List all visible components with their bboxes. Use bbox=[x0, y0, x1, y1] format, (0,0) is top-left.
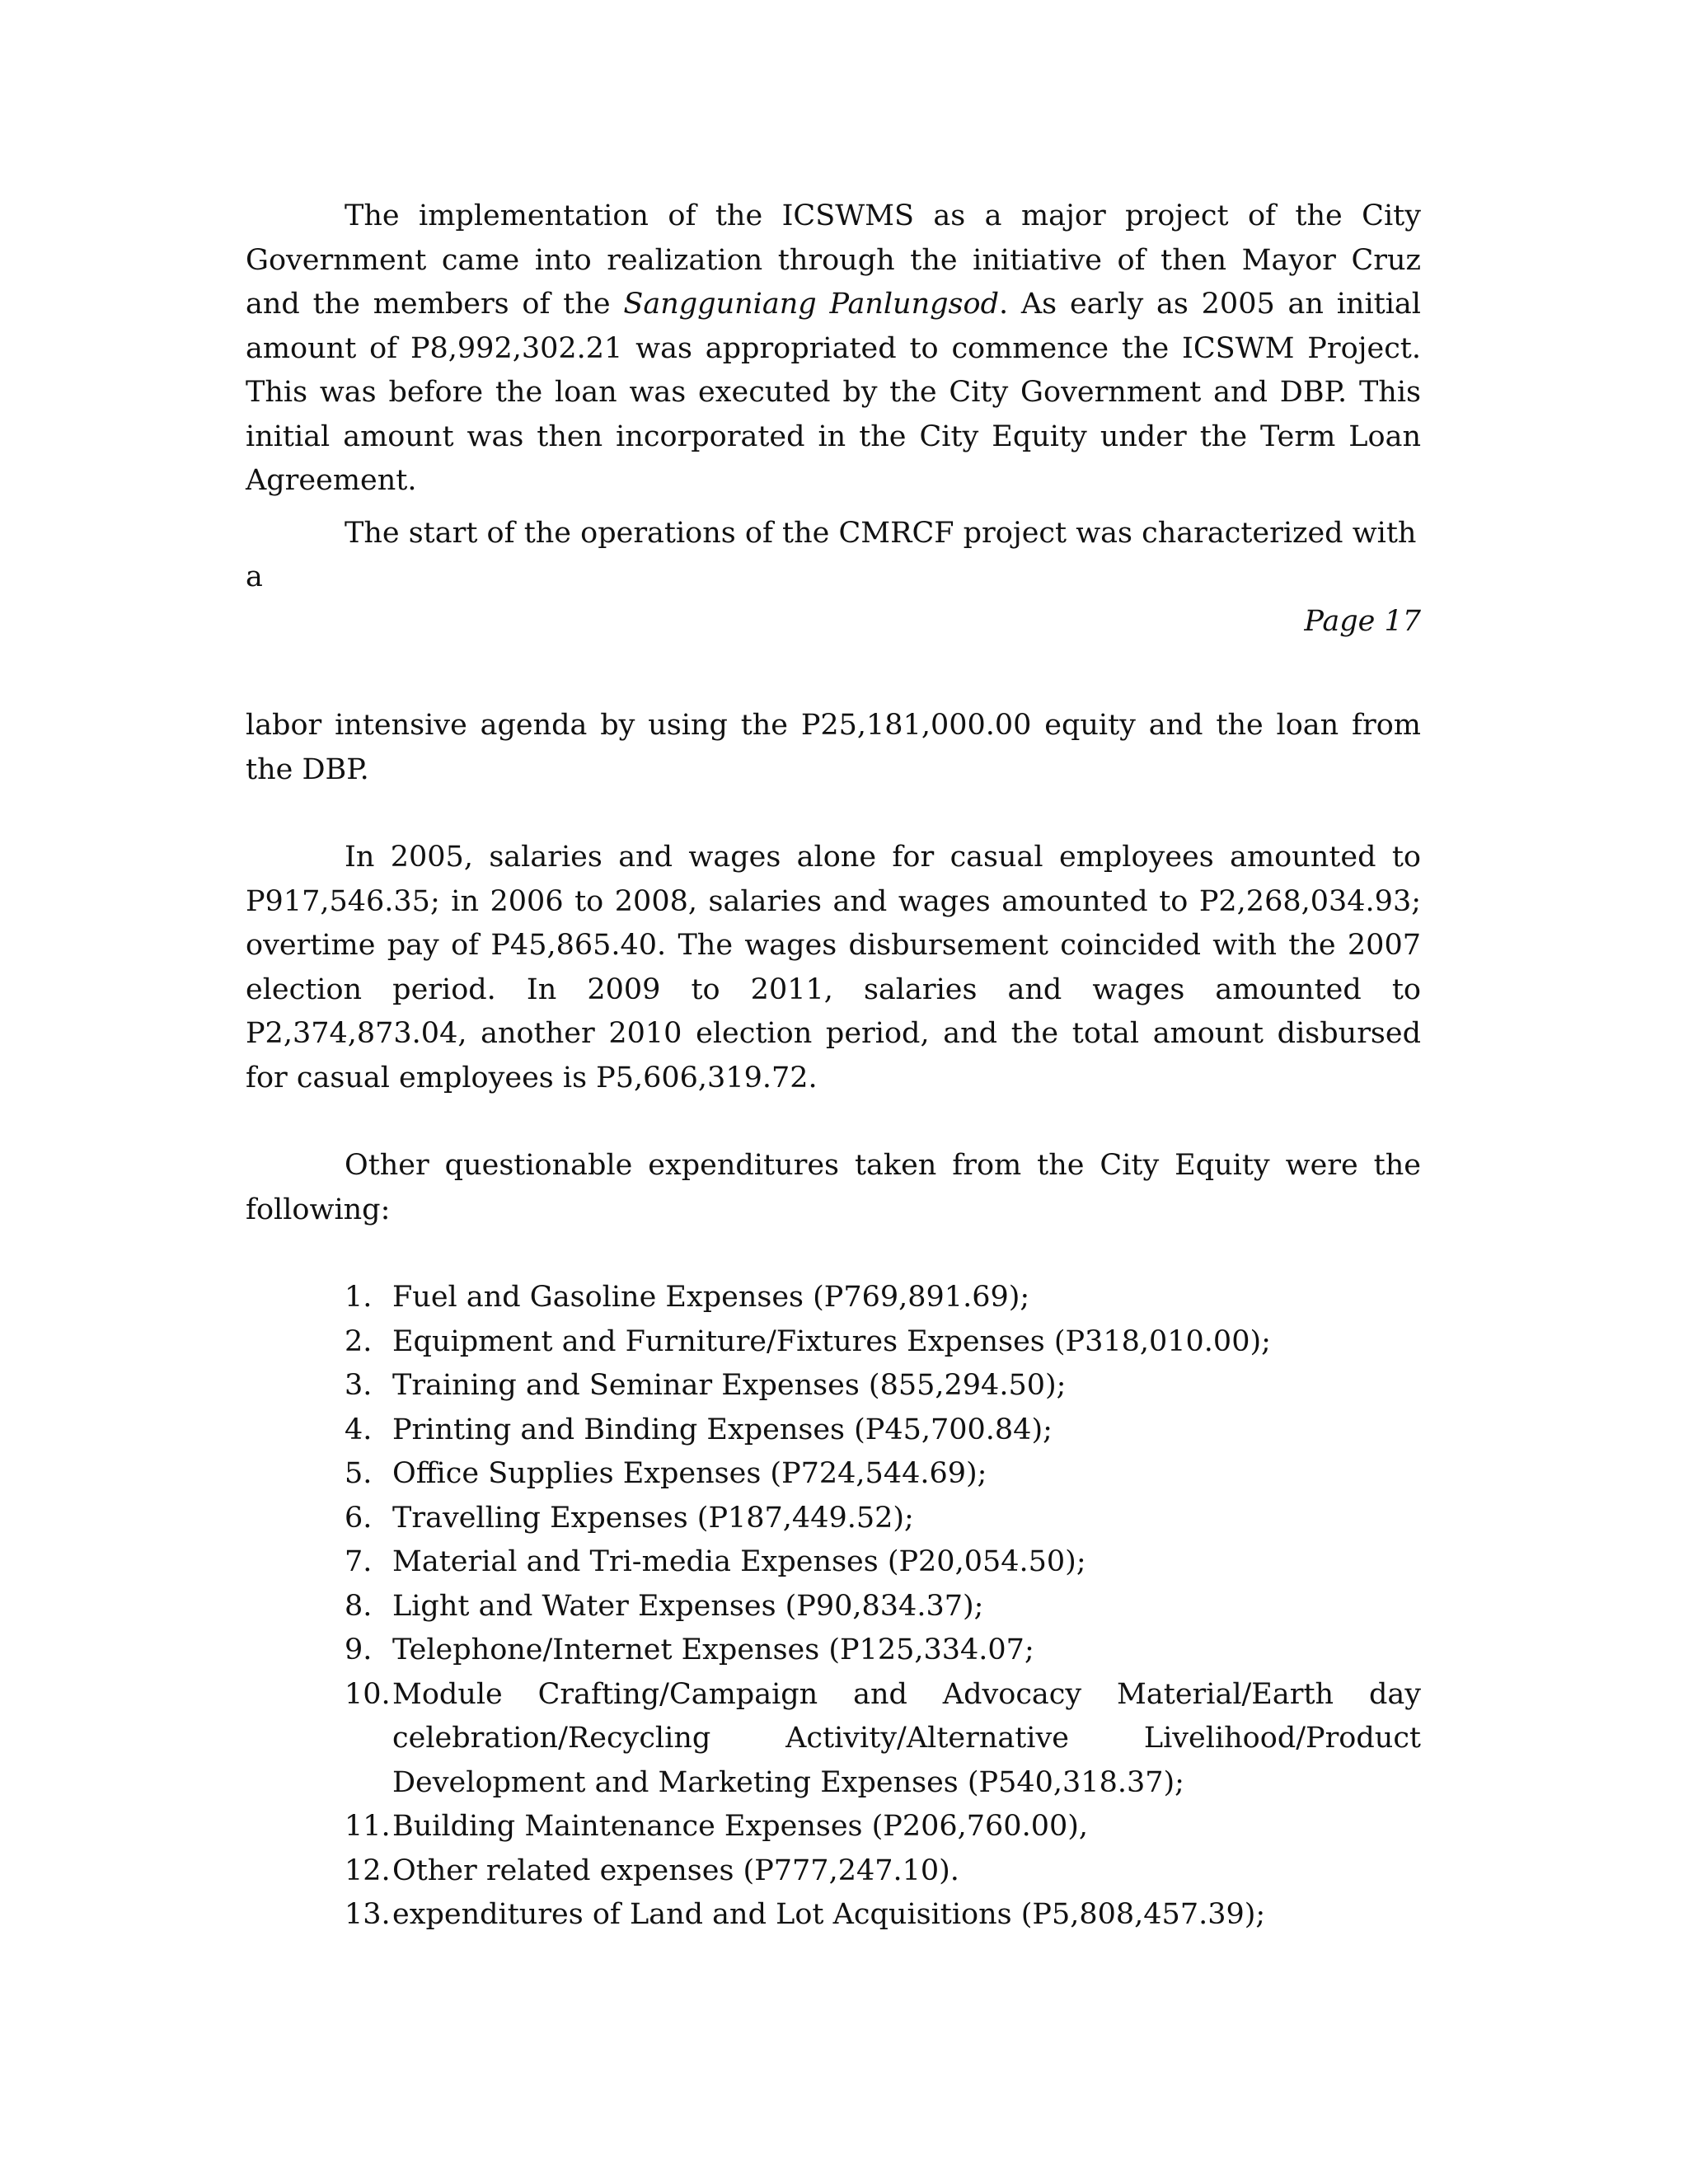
list-item bbox=[246, 1320, 1421, 1365]
list-item bbox=[246, 1893, 1421, 1938]
paragraph-questionable-expenditures: Other questionable expenditures taken from the City Equity were the following: bbox=[246, 1149, 1421, 1226]
list-item bbox=[246, 1849, 1421, 1894]
para1-text-b: . As early as 2005 an initial amount of P8,992,302.21 was appropriated to commence the ICSWM Project. This was before the loan was executed by the City Government and DBP. This initial amount was then incorporated in the City Equity under the Term Loan Agreement. bbox=[246, 288, 1421, 497]
list-item bbox=[246, 1364, 1421, 1408]
page-18-section bbox=[246, 704, 1421, 1938]
list-item-number: 4. bbox=[345, 1413, 373, 1446]
list-item-number: 7. bbox=[345, 1545, 373, 1578]
list-item-text: Other related expenses (P777,247.10). bbox=[392, 1854, 959, 1887]
list-item bbox=[246, 1805, 1421, 1849]
list-item-text: Fuel and Gasoline Expenses (P769,891.69); bbox=[392, 1281, 1030, 1314]
list-item bbox=[246, 1452, 1421, 1497]
page-number: Page 17 bbox=[1304, 604, 1421, 638]
list-item-number: 3. bbox=[345, 1369, 373, 1402]
para1-text-a: The implementation of the ICSWMS as a major project of the City Government came into realization through the initiative of then Mayor Cruz and the members of the bbox=[246, 199, 1421, 321]
list-item-text: Module Crafting/Campaign and Advocacy Material/Earth day celebration/Recycling Activity/Alternative Livelihood/Product Development and Marketing Expenses (P540,318.37); bbox=[392, 1677, 1421, 1799]
paragraph-salaries-wages: In 2005, salaries and wages alone for casual employees amounted to P917,546.35; in 2006 to 2008, salaries and wages amounted to P2,268,034.93; overtime pay of P45,865.40. The wages disbursement coincided with the 2007 election period. In 2009 to 2011, salaries and wages amounted to P2,374,873.04, another 2010 election period, and the total amount disbursed for casual employees is P5,606,319.72. bbox=[246, 841, 1421, 1094]
list-item-text: Equipment and Furniture/Fixtures Expenses (P318,010.00); bbox=[392, 1324, 1271, 1358]
list-item-number: 5. bbox=[345, 1457, 373, 1490]
list-item bbox=[246, 1540, 1421, 1585]
list-item-text: Light and Water Expenses (P90,834.37); bbox=[392, 1589, 984, 1623]
page-17-section bbox=[246, 194, 1421, 644]
sangguniang-panlungsod-italic: Sangguniang Panlungsod bbox=[623, 288, 999, 321]
list-item bbox=[246, 1585, 1421, 1629]
paragraph-icswms bbox=[246, 194, 1421, 504]
list-item-text: Travelling Expenses (P187,449.52); bbox=[392, 1501, 914, 1535]
list-item-text: Telephone/Internet Expenses (P125,334.07; bbox=[392, 1633, 1034, 1666]
list-item-number: 1. bbox=[345, 1281, 373, 1314]
list-item bbox=[246, 1629, 1421, 1673]
list-item-number: 2. bbox=[345, 1324, 373, 1358]
expenditure-list bbox=[246, 1276, 1421, 1938]
list-item-number: 9. bbox=[345, 1633, 373, 1666]
paragraph-cmrcf-start: The start of the operations of the CMRCF project was characterized with a bbox=[246, 516, 1417, 593]
list-item-number: 11. bbox=[345, 1810, 391, 1843]
list-item-text: Building Maintenance Expenses (P206,760.00), bbox=[392, 1810, 1089, 1843]
list-item-text: expenditures of Land and Lot Acquisitions (P5,808,457.39); bbox=[392, 1898, 1266, 1931]
list-item-text: Printing and Binding Expenses (P45,700.84); bbox=[392, 1413, 1053, 1446]
list-item bbox=[246, 1497, 1421, 1541]
list-item bbox=[246, 1408, 1421, 1453]
list-item-number: 6. bbox=[345, 1501, 373, 1535]
list-item-text: Material and Tri-media Expenses (P20,054.50); bbox=[392, 1545, 1086, 1578]
list-item-number: 8. bbox=[345, 1589, 373, 1623]
list-item-number: 10. bbox=[345, 1677, 391, 1711]
list-item-number: 13. bbox=[345, 1898, 391, 1931]
paragraph-labor-agenda: labor intensive agenda by using the P25,181,000.00 equity and the loan from the DBP. bbox=[246, 709, 1421, 786]
list-item bbox=[246, 1673, 1421, 1806]
list-item-number: 12. bbox=[345, 1854, 391, 1887]
list-item-text: Training and Seminar Expenses (855,294.50); bbox=[392, 1369, 1067, 1402]
list-item-text: Office Supplies Expenses (P724,544.69); bbox=[392, 1457, 987, 1490]
list-item bbox=[246, 1276, 1421, 1320]
